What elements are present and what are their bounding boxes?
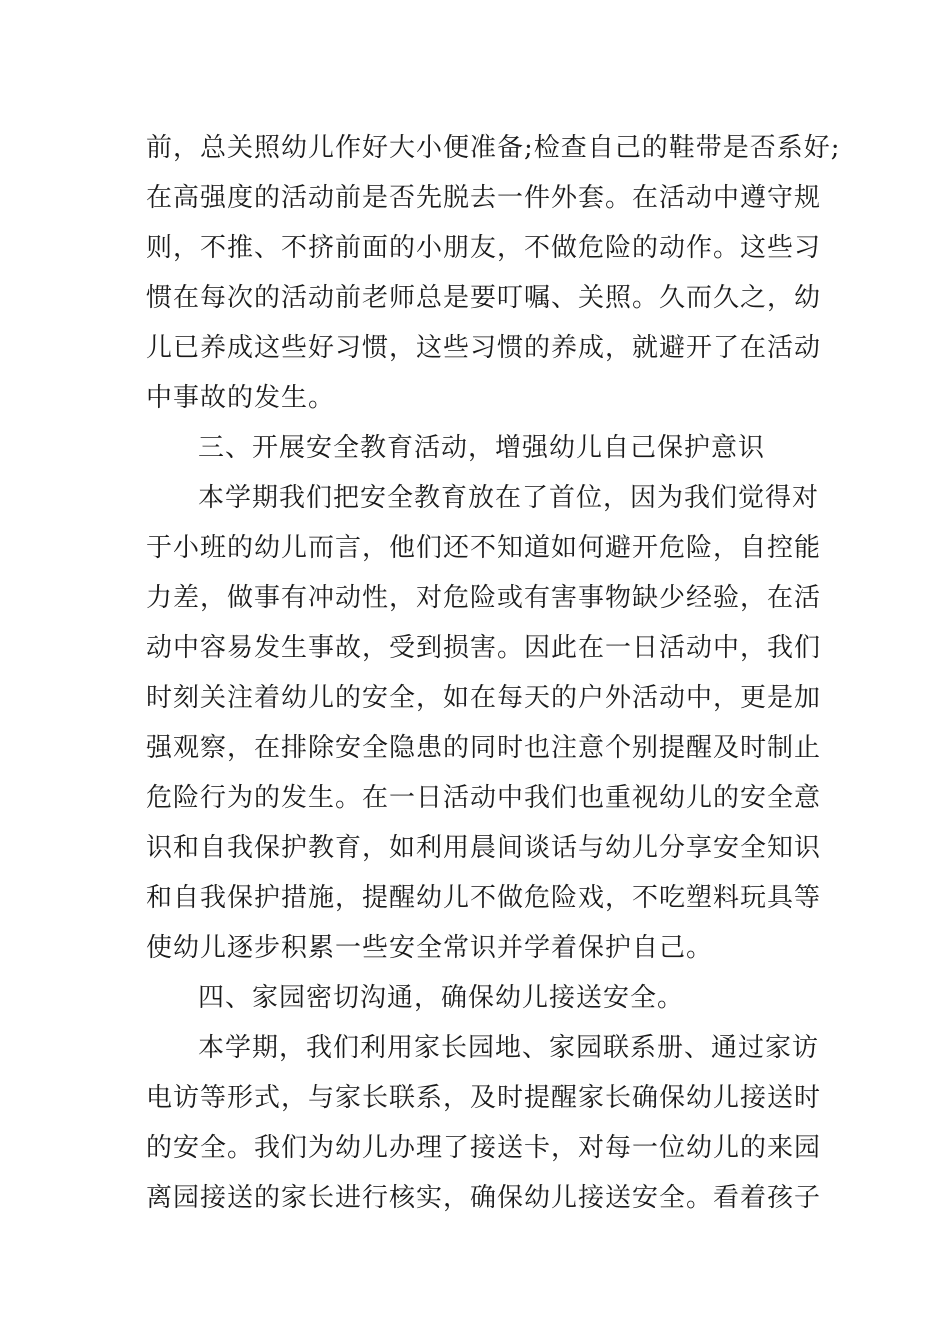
text-line: 的安全。我们为幼儿办理了接送卡，对每一位幼儿的来园 (146, 1133, 822, 1163)
text-line: 前，总关照幼儿作好大小便准备;检查自己的鞋带是否系好; (146, 133, 841, 163)
text-line: 于小班的幼儿而言，他们还不知道如何避开危险，自控能 (146, 533, 822, 563)
text-line: 在高强度的活动前是否先脱去一件外套。在活动中遵守规 (146, 183, 822, 213)
body-text (146, 123, 841, 1223)
text-line: 电访等形式，与家长联系，及时提醒家长确保幼儿接送时 (146, 1083, 822, 1113)
text-line: 和自我保护措施，提醒幼儿不做危险戏，不吃塑料玩具等 (146, 883, 822, 913)
text-line: 惯在每次的活动前老师总是要叮嘱、关照。久而久之，幼 (146, 283, 822, 313)
text-line: 中事故的发生。 (146, 383, 336, 413)
text-line: 强观察，在排除安全隐患的同时也注意个别提醒及时制止 (146, 733, 822, 763)
text-line: 则，不推、不挤前面的小朋友，不做危险的动作。这些习 (146, 233, 822, 263)
text-line: 识和自我保护教育，如利用晨间谈话与幼儿分享安全知识 (146, 833, 822, 863)
text-line: 时刻关注着幼儿的安全，如在每天的户外活动中，更是加 (146, 683, 822, 713)
text-line: 力差，做事有冲动性，对危险或有害事物缺少经验，在活 (146, 583, 822, 613)
text-line: 使幼儿逐步积累一些安全常识并学着保护自己。 (146, 933, 714, 963)
text-line: 危险行为的发生。在一日活动中我们也重视幼儿的安全意 (146, 783, 822, 813)
section-heading-3: 三、开展安全教育活动，增强幼儿自己保护意识 (198, 433, 766, 463)
section-heading-4: 四、家园密切沟通，确保幼儿接送安全。 (198, 983, 685, 1013)
text-line: 儿已养成这些好习惯，这些习惯的养成，就避开了在活动 (146, 333, 822, 363)
text-line: 离园接送的家长进行核实，确保幼儿接送安全。看着孩子 (146, 1183, 822, 1213)
text-line: 动中容易发生事故，受到损害。因此在一日活动中，我们 (146, 633, 822, 663)
paragraph-start: 本学期我们把安全教育放在了首位，因为我们觉得对 (198, 483, 820, 513)
paragraph-start: 本学期，我们利用家长园地、家园联系册、通过家访 (198, 1033, 820, 1063)
